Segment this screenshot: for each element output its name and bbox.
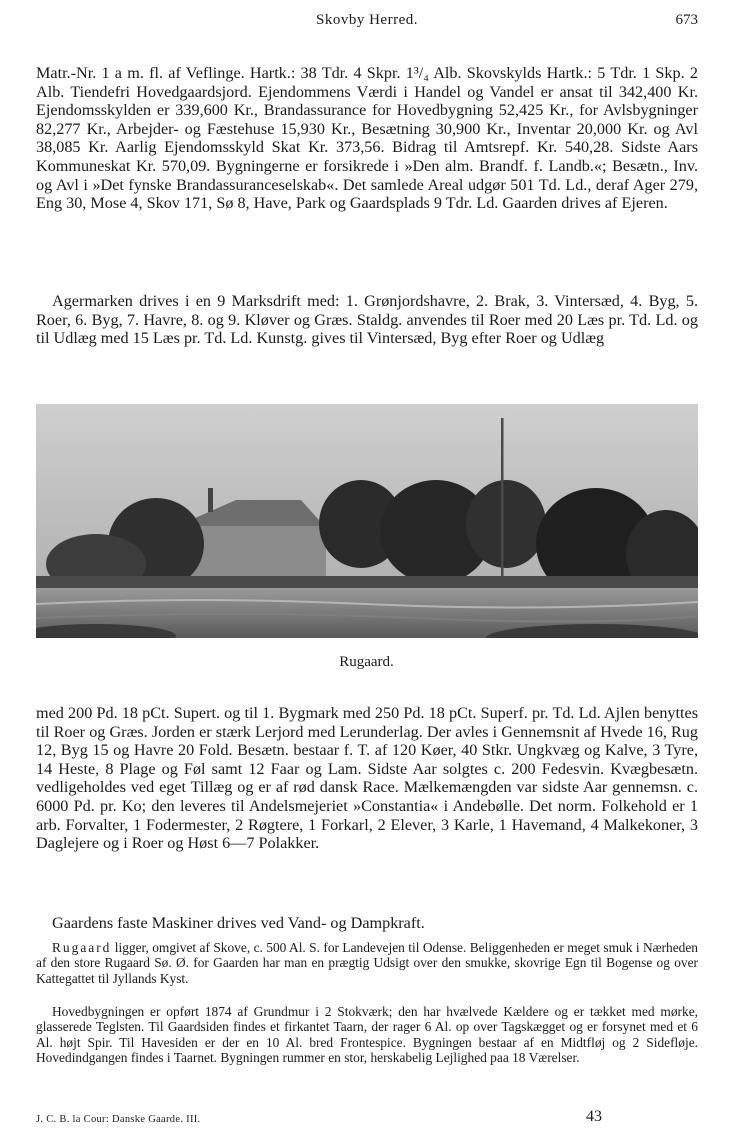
estate-photo-drawing [36, 404, 698, 638]
paragraph-crop-rotation: Agermarken drives i en 9 Marksdrift med: 1. Grønjordshavre, 2. Brak, 3. Vintersæd, 4. Byg, 5. Roer, 6. Byg, 7. Havre, 8. og 9. Kløver og Græs. Staldg. anvendes til Roer med 20 Læs pr. Td. Ld. og til Udlæg med 15 Læs pr. Td. Ld. Kunstg. gives til Vintersæd, Byg efter Roer og Udlæg [36, 292, 698, 348]
page-number: 673 [675, 12, 698, 28]
footer-source: J. C. B. la Cour: Danske Gaarde. III. [36, 1114, 201, 1125]
paragraph-location-text: ligger, omgivet af Skove, c. 500 Al. S. for Landevejen til Odense. Beliggenheden er meget smuk i Nærheden af den store Rugaard Sø. Ø. for Gaarden har man en prægtig Udsigt over den smukke, skovrige Egn til Bogense og over Kattegattet til Jyllands Kyst. [36, 940, 698, 986]
signature-mark: 43 [586, 1108, 602, 1125]
running-title: Skovby Herred. [316, 12, 418, 28]
running-header [36, 12, 698, 36]
paragraph-property-details: Matr.-Nr. 1 a m. fl. af Veflinge. Hartk.: 38 Tdr. 4 Skpr. 1³/₄ Alb. Skovskylds Hartk.: 5 Tdr. 1 Skp. 2 Alb. Tiendefri Hovedgaardsjord. Ejendommens Værdi i Handel og Vandel er ansat til 342,400 Kr. Ejendomsskylden er 339,600 Kr., Brandassurance for Hovedbygning 52,425 Kr., for Avlsbygninger 82,277 Kr., Arbejder- og Fæstehuse 15,930 Kr., Besætning 30,900 Kr., Inventar 20,000 Kr. og Avl 38,085 Kr. Aarlig Ejendomsskyld Skat Kr. 373,56. Bidrag til Amtsrepf. Kr. 540,28. Sidste Aars Kommuneskat Kr. 570,09. Bygningerne er forsikrede i »Den alm. Brandf. f. Landb.«; Besætn., Inv. og Avl i »Det fynske Brandassuranceselskab«. Det samlede Areal udgør 501 Td. Ld., deraf Ager 279, Eng 30, Mose 4, Skov 171, Sø 8, Have, Park og Gaardsplads 9 Tdr. Ld. Gaarden drives af Ejeren. [36, 64, 698, 213]
paragraph-location [36, 940, 698, 986]
estate-name: Rugaard [52, 940, 112, 955]
paragraph-livestock: med 200 Pd. 18 pCt. Supert. og til 1. Bygmark med 250 Pd. 18 pCt. Superf. pr. Td. Ld. Ajlen benyttes til Roer og Græs. Jorden er stærk Lerjord med Lerunderlag. Der avles i Gennemsnit af Hvede 16, Rug 12, Byg 15 og Havre 20 Fold. Besætn. bestaar f. T. af 120 Køer, 40 Stkr. Ungkvæg og Kalve, 3 Tyre, 14 Heste, 8 Plage og Føl samt 12 Faar og Lam. Sidste Aar solgtes c. 200 Fedesvin. Kvægbesætn. vedligeholdes ved eget Tillæg og er af rød dansk Race. Mælkemængden var sidste Aar gennemsn. c. 6000 Pd. pr. Ko; den leveres til Andelsmejeriet »Constantia« i Andebølle. Det norm. Folkehold er 1 arb. Forvalter, 1 Fodermester, 2 Røgtere, 1 Forkarl, 2 Elever, 3 Karle, 1 Havemand, 4 Malkekoner, 3 Daglejere og i Roer og Høst 6—7 Polakker. [36, 704, 698, 853]
paragraph-main-building: Hovedbygningen er opført 1874 af Grundmur i 2 Stokværk; den har hvælvede Kældere og er tækket med mørke, glasserede Teglsten. Til Gaardsiden findes et firkantet Taarn, der rager 6 Al. op over Tagskægget og er forsynet med et 6 Al. højt Spir. Til Havesiden er der en 10 Al. bred Frontespice. Bygningen bestaar af en Midtfløj og 2 Sidefløje. Hovedindgangen findes i Taarnet. Bygningen rummer en stor, herskabelig Lejlighed paa 18 Værelser. [36, 1004, 698, 1066]
photo-caption: Rugaard. [339, 654, 394, 670]
paragraph-machinery: Gaardens faste Maskiner drives ved Vand- og Dampkraft. [52, 914, 425, 932]
estate-photo [36, 404, 698, 638]
